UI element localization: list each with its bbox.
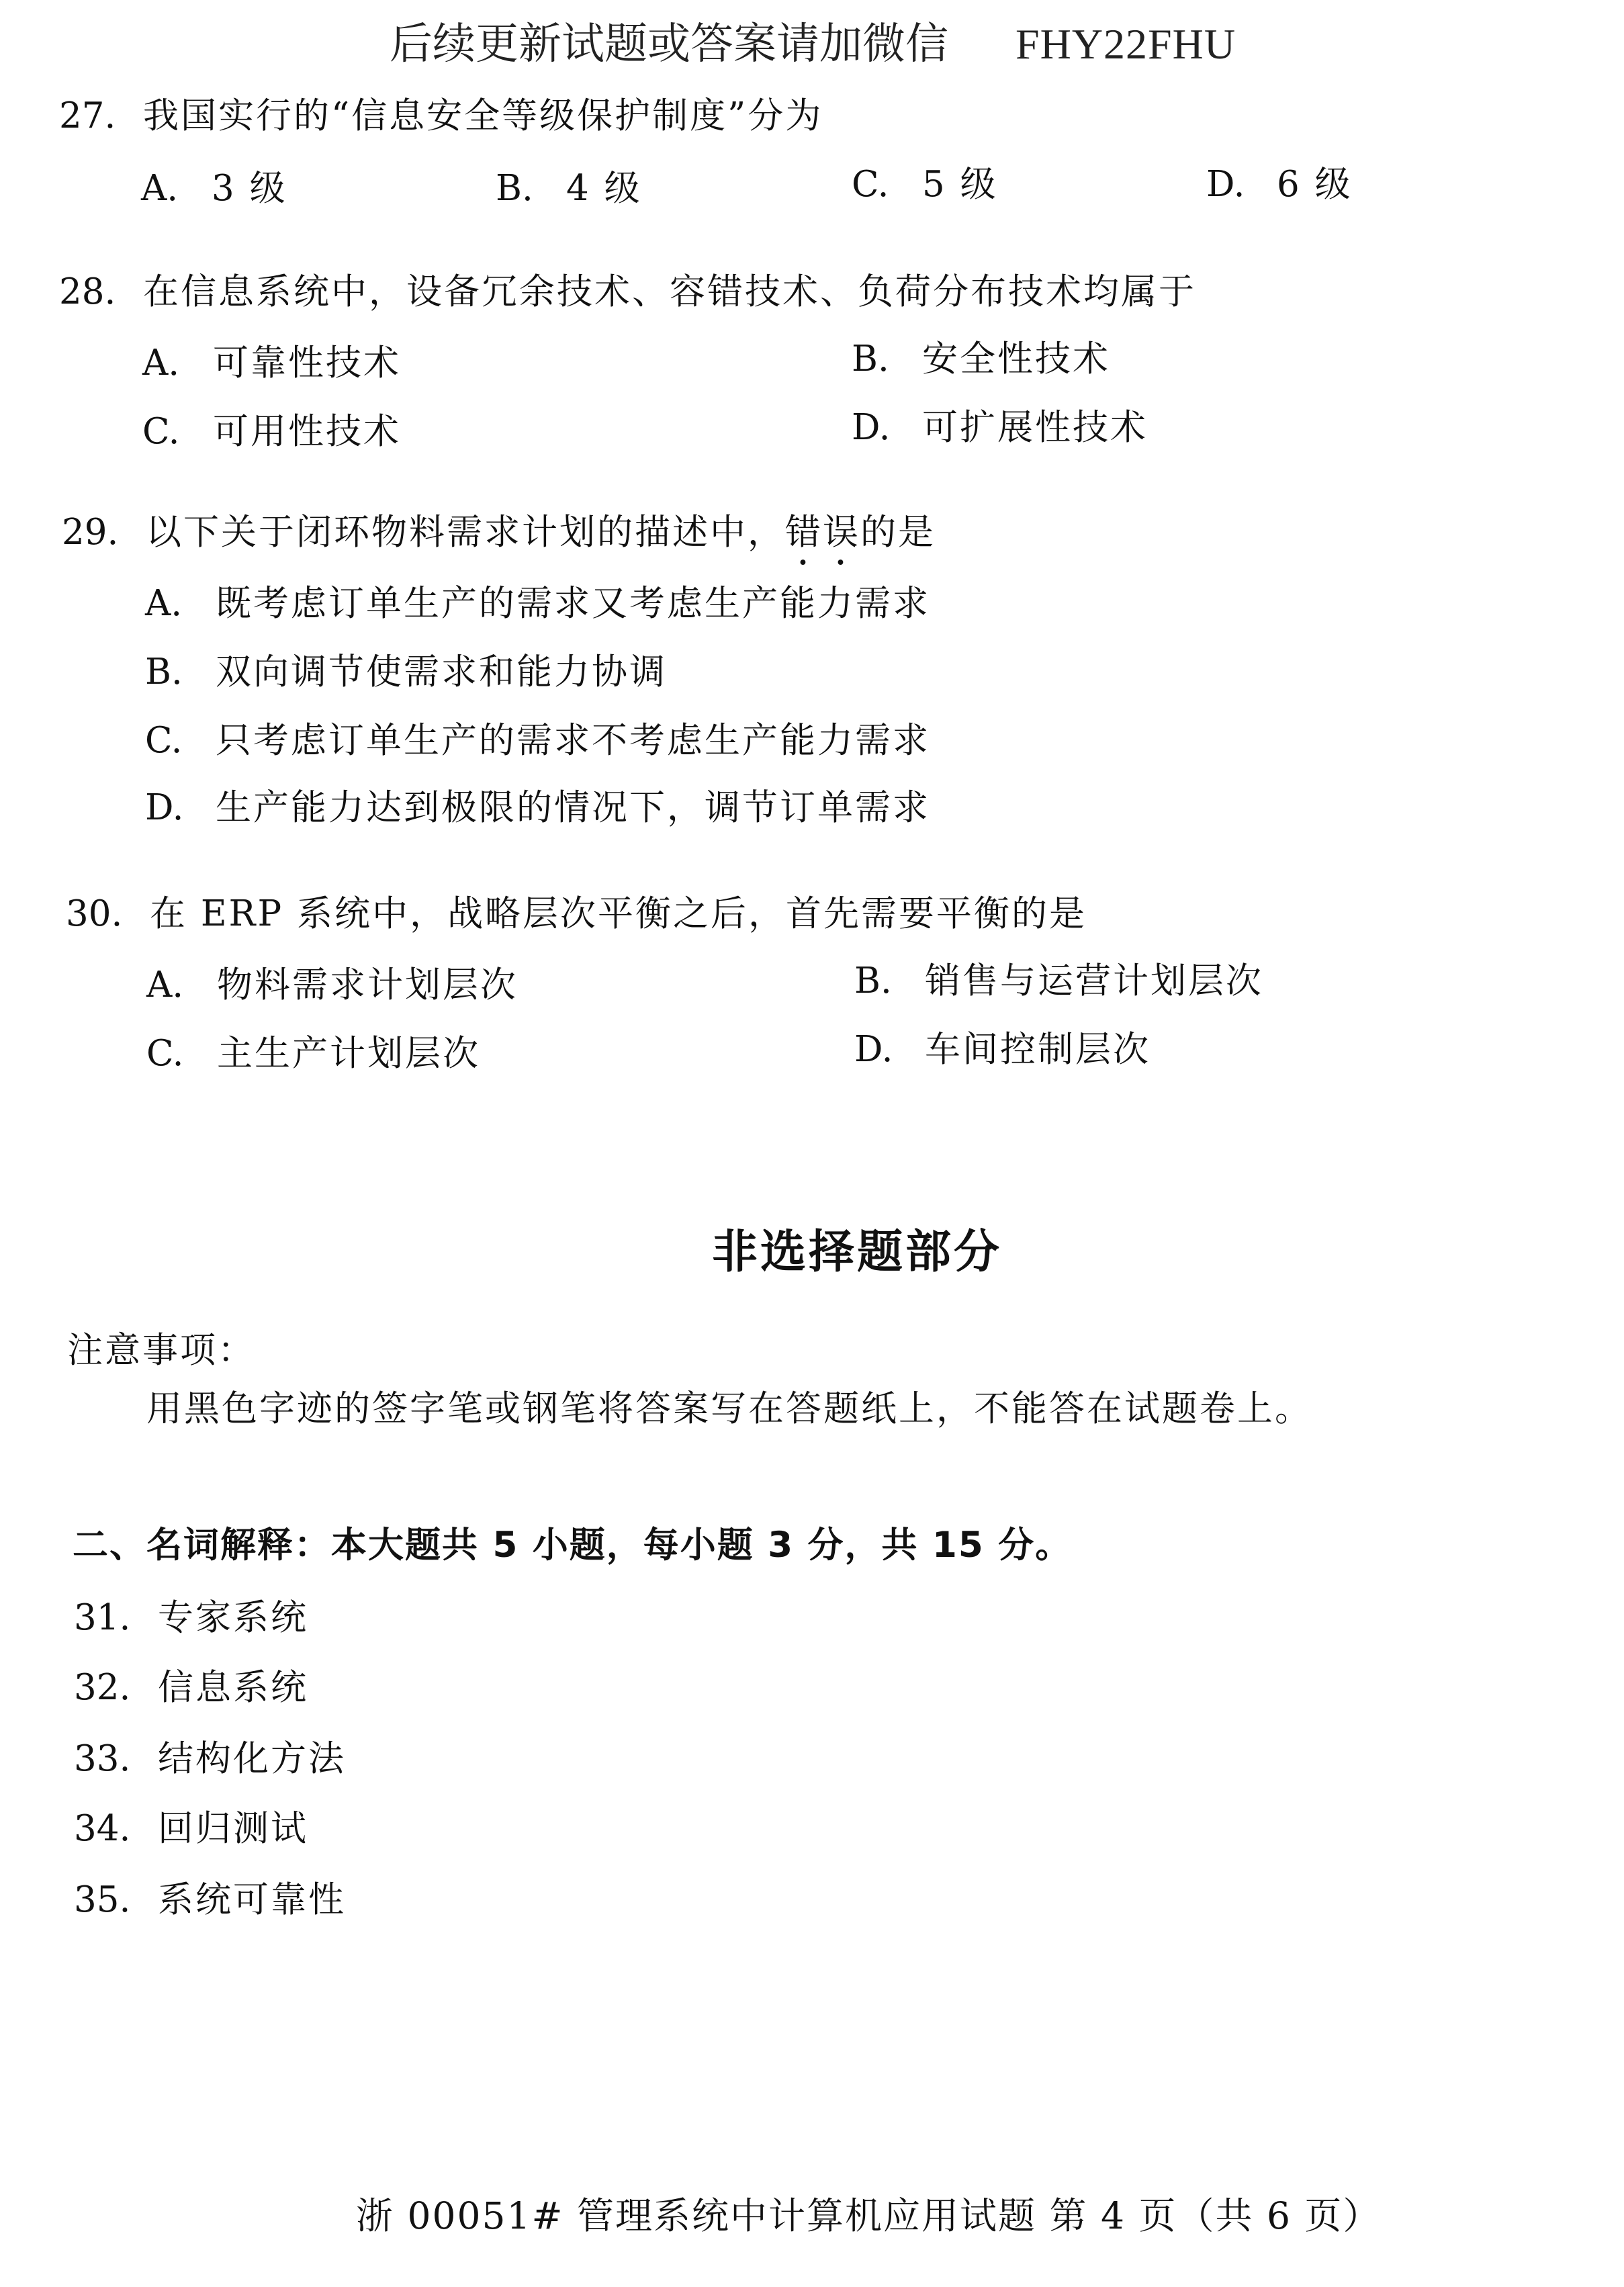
option-28b: [852, 330, 1110, 382]
term-33: [74, 1730, 346, 1781]
option-30d: [854, 1021, 1151, 1072]
option-text: 主生产计划层次: [217, 1033, 480, 1074]
question-number: 30.: [66, 893, 123, 934]
option-30b: [854, 952, 1263, 1003]
option-text: 双向调节使需求和能力协调: [216, 652, 667, 692]
term-35: [74, 1871, 346, 1922]
question-text: 在 ERP 系统中，战略层次平衡之后，首先需要平衡的是: [150, 893, 1087, 934]
term-text: 回归测试: [158, 1808, 308, 1849]
option-29b: [145, 643, 667, 694]
option-text: 物料需求计划层次: [217, 965, 518, 1005]
option-text: 生产能力达到极限的情况下，调节订单需求: [216, 787, 930, 828]
option-letter: D.: [854, 1029, 893, 1070]
page-footer: 浙 00051# 管理系统中计算机应用试题 第 4 页（共 6 页）: [356, 2194, 1382, 2237]
header-notice: 后续更新试题或答案请加微信: [390, 20, 948, 68]
option-text: 安全性技术: [922, 339, 1110, 379]
option-text: 可扩展性技术: [922, 407, 1148, 448]
option-28c: [142, 403, 401, 454]
term-32: [74, 1659, 308, 1710]
question-29: [62, 504, 936, 574]
option-letter: B.: [852, 339, 889, 379]
term-34: [74, 1800, 308, 1851]
question-30: [66, 885, 1087, 936]
question-28: [59, 263, 1196, 314]
option-text: 只考虑订单生产的需求不考虑生产能力需求: [216, 720, 930, 761]
term-text: 专家系统: [158, 1597, 308, 1638]
term-number: 34.: [74, 1808, 131, 1849]
question-text: 以下关于闭环物料需求计划的描述中，: [146, 512, 785, 553]
term-text: 结构化方法: [158, 1738, 346, 1779]
option-letter: C.: [142, 411, 180, 452]
term-text: 信息系统: [158, 1667, 308, 1708]
option-text: 既考虑订单生产的需求又考虑生产能力需求: [216, 583, 930, 624]
option-27b: [496, 160, 642, 211]
question-text: 的是: [860, 512, 936, 553]
question-text: 在信息系统中，设备冗余技术、容错技术、负荷分布技术均属于: [143, 271, 1196, 312]
option-letter: C.: [145, 720, 183, 761]
notice-label: 注意事项：: [67, 1330, 255, 1371]
option-text: 6 级: [1277, 164, 1353, 205]
option-29a: [145, 575, 930, 626]
option-text: 车间控制层次: [925, 1029, 1151, 1070]
section-title: 非选择题部分: [712, 1226, 1003, 1279]
part2-heading: 二、名词解释：本大题共 5 小题，每小题 3 分，共 15 分。: [73, 1525, 1073, 1566]
option-30c: [146, 1025, 480, 1076]
option-letter: A.: [142, 343, 180, 384]
option-text: 3 级: [212, 168, 287, 209]
option-28d: [852, 399, 1148, 450]
option-letter: A.: [146, 965, 184, 1005]
term-31: [74, 1589, 308, 1640]
question-27: [59, 87, 823, 138]
option-text: 4 级: [566, 168, 642, 209]
question-number: 29.: [62, 512, 119, 553]
option-29d: [145, 779, 930, 830]
option-27a: [141, 160, 287, 211]
option-letter: C.: [852, 164, 889, 205]
option-27c: [852, 156, 998, 207]
notice-text: 用黑色字迹的签字笔或钢笔将答案写在答题纸上，不能答在试题卷上。: [146, 1388, 1312, 1429]
option-27d: [1206, 156, 1353, 207]
option-text: 销售与运营计划层次: [925, 960, 1263, 1001]
option-letter: B.: [145, 652, 183, 692]
term-number: 31.: [74, 1597, 131, 1638]
option-letter: A.: [141, 168, 179, 209]
question-number: 27.: [59, 95, 116, 136]
page-header: [390, 9, 1236, 71]
term-text: 系统可靠性: [158, 1879, 346, 1920]
option-letter: C.: [146, 1033, 184, 1074]
term-number: 35.: [74, 1879, 131, 1920]
option-letter: D.: [852, 407, 891, 448]
option-letter: D.: [1206, 164, 1245, 205]
term-number: 33.: [74, 1738, 131, 1779]
header-wechat-id: FHY22FHU: [1016, 20, 1236, 68]
option-text: 可靠性技术: [213, 343, 401, 384]
term-number: 32.: [74, 1667, 131, 1708]
option-text: 5 级: [922, 164, 998, 205]
question-text: 我国实行的“信息安全等级保护制度”分为: [143, 95, 823, 136]
option-text: 可用性技术: [213, 411, 401, 452]
option-letter: B.: [854, 960, 892, 1001]
option-29c: [145, 712, 930, 763]
question-number: 28.: [59, 271, 116, 312]
option-28a: [142, 334, 401, 386]
option-letter: B.: [496, 168, 533, 209]
question-text-emphasis: 错误: [785, 512, 860, 553]
option-30a: [146, 956, 518, 1007]
option-letter: D.: [145, 787, 184, 828]
option-letter: A.: [145, 583, 183, 624]
